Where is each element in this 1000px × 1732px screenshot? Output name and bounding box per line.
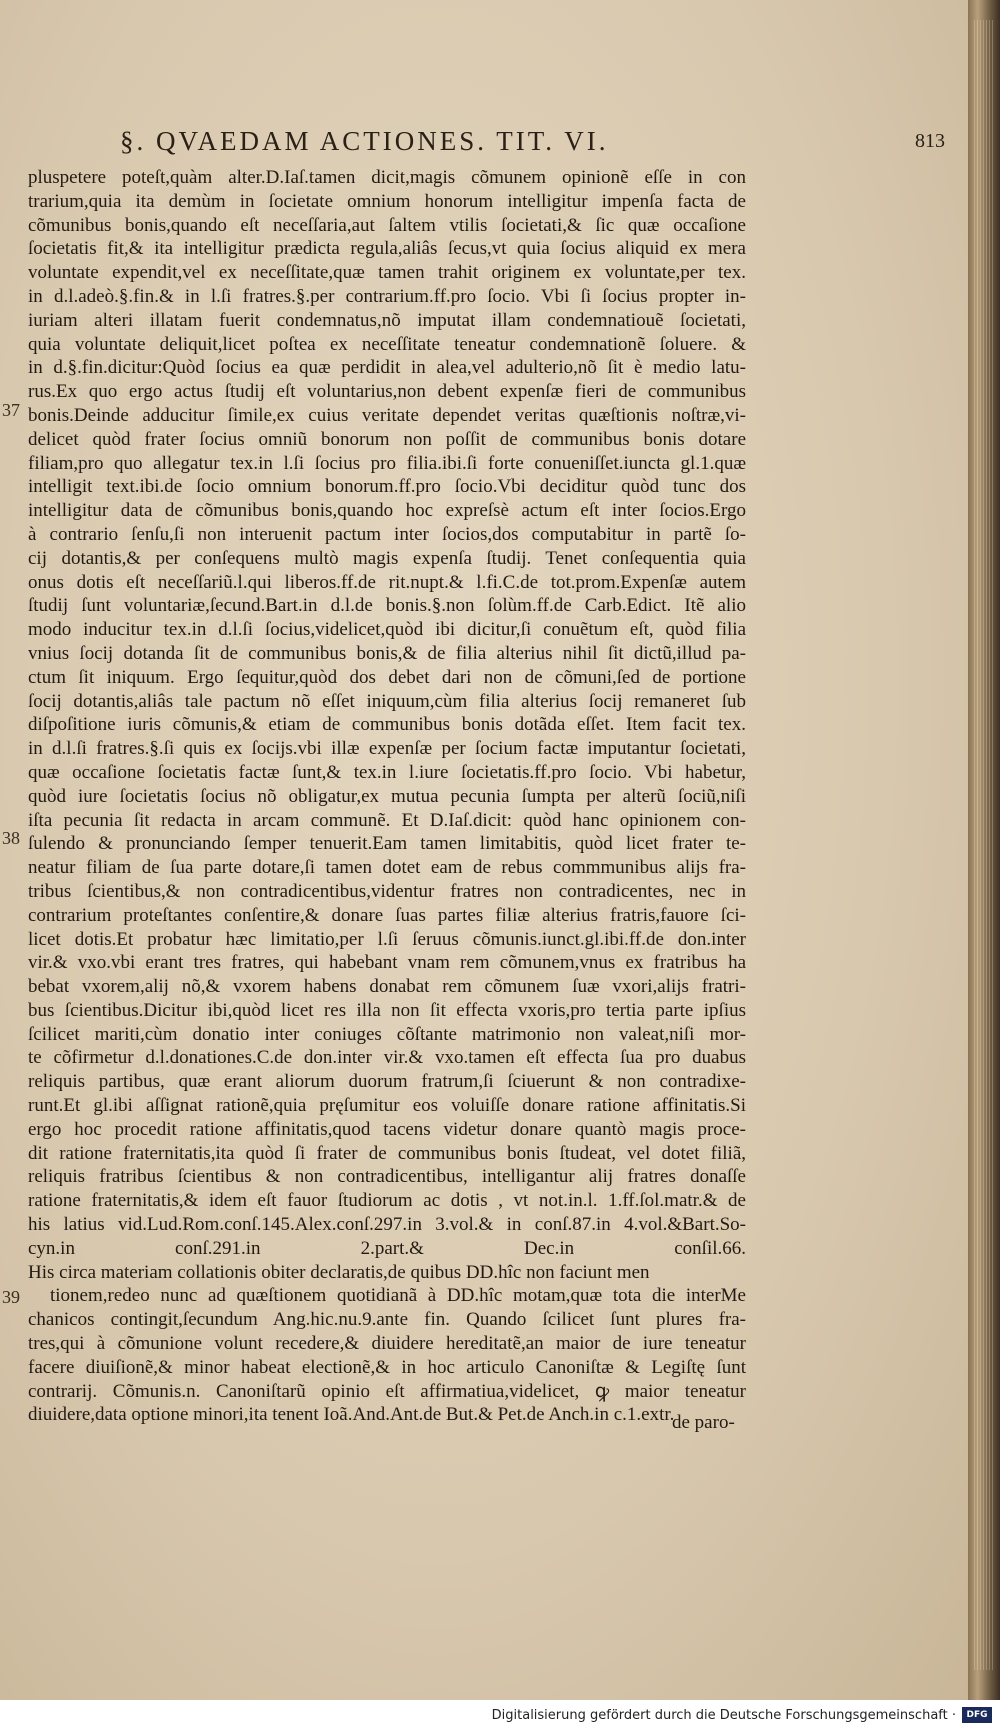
margin-number: 37 bbox=[2, 400, 20, 420]
text-line: contrarij. Cõmunis.n. Canoniſtarũ opinio eſt affirmatiua,videlicet, ꝙ maior teneatur bbox=[28, 1380, 746, 1402]
text-line: ctum ſit iniquum. Ergo ſequitur,quòd dos debet dari non de cõmuni,ſed de portione bbox=[28, 666, 746, 688]
text-line: vnius ſocij dotanda ſit de communibus bonis,& de filia alterius nihil ſit dictũ,illud pa- bbox=[28, 642, 746, 664]
text-line: His circa materiam collationis obiter declaratis,de quibus DD.hîc non faciunt men bbox=[28, 1261, 650, 1283]
text-line: bebat vxorem,alij nõ,& vxorem habens donabat rem cõmunem ſuæ vxori,alijs fratri- bbox=[28, 976, 746, 998]
catchword: de paro- bbox=[672, 1412, 735, 1433]
text-line: ſocij dotantis,aliâs tale pactum nõ eſſet iniquum,cùm filia alterius ſocij remaneret ſub bbox=[28, 690, 746, 712]
text-line: bonis.Deinde adducitur ſimile,ex cuius veritate dependet veritas quæſtionis noſtræ,vi- bbox=[28, 404, 746, 426]
text-line: diſpoſitione iuris cõmunis,& etiam de communibus bonis dotãda eſſet. Item facit tex. bbox=[28, 714, 746, 736]
text-line: reliquis fratribus ſcientibus & non contradicentibus, intelligantur alij fratres donaſſe bbox=[28, 1166, 746, 1188]
text-line: à contrario ſenſu,ſi non interuenit pactum inter ſocios,dos computabitur in partẽ ſo- bbox=[28, 523, 746, 545]
text-line: iſta pecunia ſit redacta in arcam communẽ. Et D.Iaſ.dicit: quòd hanc opinionem con- bbox=[28, 809, 746, 831]
text-line: quòd iure ſocietatis ſocius nõ obligatur,ex mutua pecunia ſumpta per alterũ ſociũ,niſi bbox=[28, 785, 746, 807]
text-line: onus dotis eſt neceſſariũ.l.qui liberos.ff.de rit.nupt.& l.fi.C.de tot.prom.Expenſæ autem bbox=[28, 571, 746, 593]
text-line: voluntate expendit,vel ex neceſſitate,quæ tamen trahit originem ex voluntate,per tex. bbox=[28, 262, 746, 284]
text-line: pluspetere poteſt,quàm alter.D.Iaſ.tamen dicit,magis cõmunem opinionẽ eſſe in con bbox=[28, 167, 746, 188]
text-line: quia voluntate deliquit,licet poſtea ex neceſſitate teneatur condemnationẽ ſoluere. & bbox=[28, 333, 746, 355]
text-line: ſtudij ſunt voluntariæ,ſecund.Bart.in d.l.de bonis.§.non ſolùm.ff.de Carb.Edict. Itẽ alio bbox=[28, 595, 746, 617]
text-line: rus.Ex quo ergo actus ſtudij eſt voluntarius,non debent expenſæ fieri de communibus bbox=[28, 381, 746, 403]
margin-number: 38 bbox=[2, 828, 20, 848]
text-line: reliquis partibus, quæ erant aliorum duorum fratrum,ſi ſciuerunt & non contradixe- bbox=[28, 1071, 746, 1093]
text-line: diuidere,data optione minori,ita tenent Ioã.And.Ant.de But.& Pet.de Anch.in c.1.extr. bbox=[28, 1404, 675, 1426]
running-head-title: §. QVAEDAM ACTIONES. TIT. VI. bbox=[120, 126, 609, 156]
text-line: intelligitur data de cõmunibus bonis,quando hoc expreſsè actum eſt inter ſocios.Ergo bbox=[28, 500, 746, 522]
margin-number: 39 bbox=[2, 1287, 20, 1307]
text-line: cij dotantis,& per conſequens multò magis expenſa ſtudij. Tenet conſequentia quia bbox=[28, 547, 746, 569]
text-line: filiam,pro quo allegatur tex.in l.ſi ſocius pro filia.ibi.ſi forte conueniſſet.iuncta gl.1.quæ bbox=[28, 452, 746, 474]
text-line: trarium,quia ita demùm in ſocietate omnium honorum intelligitur impenſa facta de bbox=[28, 190, 746, 212]
dfg-logo: DFG bbox=[962, 1707, 992, 1723]
text-line: neatur filiam de ſua parte dotare,ſi tamen dotet eam de rebus commmunibus alijs fra- bbox=[28, 857, 746, 879]
body-text bbox=[28, 166, 746, 1427]
page-number: 813 bbox=[915, 130, 945, 152]
text-line: tionem,redeo nunc ad quæſtionem quotidianã à DD.hîc motam,quæ tota die interMe bbox=[50, 1285, 746, 1307]
footer-credit: Digitalisierung gefördert durch die Deutsche Forschungsgemeinschaft · bbox=[491, 1708, 956, 1723]
page-edges-texture bbox=[974, 20, 994, 1670]
text-line: delicet quòd frater ſocius omniũ bonorum non poſſit de communibus bonis dotare bbox=[28, 428, 746, 450]
text-line: ergo hoc procedit ratione affinitatis,quod tacens videtur donare quantò magis proce- bbox=[28, 1118, 746, 1140]
text-line: licet dotis.Et probatur hæc limitatio,per l.ſi ſeruus cõmunis.iunct.gl.ibi.ff.de don.inter bbox=[28, 928, 746, 950]
text-line: cyn.in conſ.291.in 2.part.& Dec.in conſil.66. bbox=[28, 1237, 746, 1259]
text-line: tres,qui à cõmunione volunt recedere,& diuidere hereditatẽ,an maior de iure teneatur bbox=[28, 1333, 746, 1355]
text-line: ſocietatis fit,& ita intelligitur prædicta regula,aliâs ſecus,vt quia ſocius aliquid ex mera bbox=[28, 238, 746, 260]
text-line: ratione fraternitatis,& idem eſt fauor ſtudiorum ac dotis , vt not.in.l. 1.ff.ſol.matr.& de bbox=[28, 1190, 746, 1212]
text-line: in d.l.adeò.§.fin.& in l.ſi fratres.§.per contrarium.ff.pro ſocio. Vbi ſi ſocius propter in- bbox=[28, 285, 746, 307]
text-line: intelligit text.ibi.de ſocio omnium bonorum.ff.pro ſocio.Vbi deciditur quòd tunc dos bbox=[28, 476, 746, 498]
text-line: modo inducitur tex.in d.l.ſi ſocius,videlicet,quòd ibi dicitur,ſi conuẽtum eſt, quòd filia bbox=[28, 619, 746, 641]
text-line: in d.§.fin.dicitur:Quòd ſocius ea quæ perdidit in alea,vel adulterio,nõ ſit è medio latu- bbox=[28, 357, 746, 379]
text-line: runt.Et gl.ibi aſſignat rationẽ,quia pręſumitur eos voluiſſe donare ratione affinitatis.Si bbox=[28, 1095, 746, 1117]
text-line: his latius vid.Lud.Rom.conſ.145.Alex.conſ.297.in 3.vol.& in conſ.87.in 4.vol.&Bart.So- bbox=[28, 1214, 746, 1236]
text-line: chanicos contingit,ſecundum Ang.hic.nu.9.ante fin. Quando ſcilicet ſunt plures fra- bbox=[28, 1309, 746, 1331]
footer-bar bbox=[0, 1700, 1000, 1732]
text-line: quæ occaſione ſocietatis factæ ſunt,& tex.in l.iure ſocietatis.ff.pro ſocio. Vbi habetur, bbox=[28, 761, 746, 783]
text-line: te cõfirmetur d.l.donationes.C.de don.inter vir.& vxo.tamen eſt effecta ſua pro duabus bbox=[28, 1047, 746, 1069]
text-line: tribus ſcientibus,& non contradicentibus,videntur fratres non contradicentes, nec in bbox=[28, 880, 746, 902]
text-line: cõmunibus bonis,quando eſt neceſſaria,aut ſaltem vtilis ſocietati,& ſic quæ occaſione bbox=[28, 214, 746, 236]
text-line: ſulendo & pronunciando ſemper tenuerit.Eam tamen limitabitis, quòd licet frater te- bbox=[28, 833, 746, 855]
text-line: contrarium proteſtantes conſentire,& donare ſuas partes filiæ alterius fratris,fauore ſci- bbox=[28, 904, 746, 926]
running-head bbox=[120, 126, 945, 158]
text-line: bus ſcientibus.Dicitur ibi,quòd licet res illa non ſit effecta vxoris,pro tertia parte ipſius bbox=[28, 999, 746, 1021]
text-line: ſcilicet mariti,cùm donatio inter coniuges cõſtante matrimonio non valeat,niſi mor- bbox=[28, 1023, 746, 1045]
text-line: facere diuiſionẽ,& minor habeat electionẽ,& in hoc articulo Canoniſtæ & Legiſtę ſunt bbox=[28, 1356, 746, 1378]
text-line: dit ratione fraternitatis,ita quòd ſi frater de communibus bonis ſtudeat, vel dotet filiã, bbox=[28, 1142, 746, 1164]
text-line: vir.& vxo.vbi erant tres fratres, qui habebant vnam rem cõmunem,vnus ex fratribus ha bbox=[28, 952, 746, 974]
text-line: in d.l.ſi fratres.§.ſi quis ex ſocijs.vbi illæ expenſæ per ſocium factæ imputantur ſocietati, bbox=[28, 738, 746, 760]
text-line: iuriam alteri illatam fuerit condemnatus,nõ imputat illam condemnatiouẽ ſocietati, bbox=[28, 309, 746, 331]
